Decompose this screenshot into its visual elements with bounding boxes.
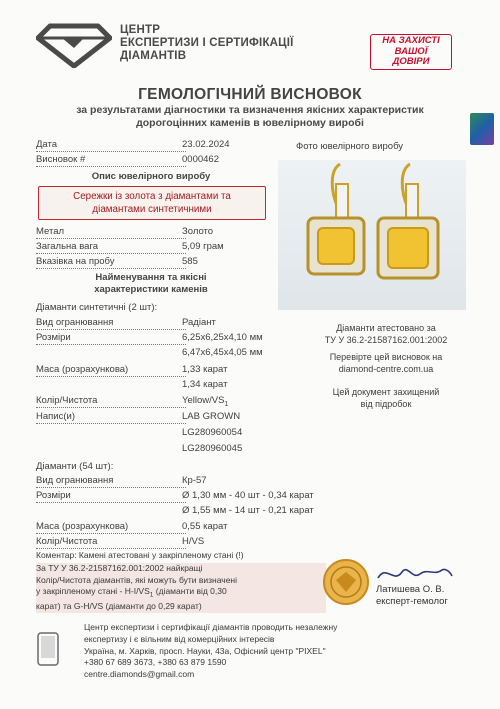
footer-line1: Центр експертизи і сертифікації діамантів проводить незалежну <box>84 622 338 632</box>
mobile-phone-icon <box>36 632 60 666</box>
verify-note <box>296 351 476 375</box>
diamonds-color-label: Колір/Чистота <box>36 536 186 549</box>
synthetic-mass-label: Маса (розрахункова) <box>36 364 186 377</box>
synthetic-color-sub: 1 <box>224 400 229 408</box>
stamp-line2: ВАШОЇ <box>394 45 428 57</box>
stamp-line1: НА ЗАХИСТІ <box>382 35 440 46</box>
weight-label: Загальна вага <box>36 241 186 254</box>
synthetic-mass-value2: 1,34 карат <box>182 379 228 390</box>
signature-icon <box>372 562 456 586</box>
synthetic-color-value <box>182 395 228 408</box>
synthetic-heading: Діаманти синтетичні (2 шт): <box>36 302 158 313</box>
footer-phones: +380 67 689 3673, +380 63 879 1590 <box>84 657 227 668</box>
standard-note-line2: ТУ У 36.2-21587162.001:2002 <box>324 335 448 345</box>
warning-line3-tail: (діаманти від 0,30 <box>153 586 227 596</box>
synthetic-inscription-value3: LG280960045 <box>182 443 243 454</box>
trust-stamp <box>370 34 452 70</box>
document-subtitle <box>0 104 500 130</box>
diamonds-mass-label: Маса (розрахункова) <box>36 521 186 534</box>
item-description-line1: Сережки із золота з діамантами та <box>73 191 231 202</box>
diamonds-cut-value: Кр-57 <box>182 475 207 486</box>
org-name <box>120 24 294 63</box>
item-description-line2: діамантами синтетичними <box>92 204 212 215</box>
protection-note <box>296 386 476 410</box>
footer-line2: експертизу і є вільним від комерційних інтересів <box>84 633 275 644</box>
synthetic-color-text: Yellow/VS <box>182 395 225 406</box>
earrings-photo <box>278 160 466 310</box>
warning-line1: За ТУ У 36.2-21587162.001:2002 найкращі <box>36 563 203 573</box>
stones-header-line2: характеристики каменів <box>94 284 208 295</box>
footer-email[interactable]: centre.diamonds@gmail.com <box>84 669 195 680</box>
diamonds-mass-value: 0,55 карат <box>182 521 228 532</box>
seal-icon <box>322 558 370 606</box>
number-value: 0000462 <box>182 154 219 165</box>
footer-address: Україна, м. Харків, просп. Науки, 43а, Офісний центр "PIXEL" <box>84 645 326 656</box>
diamond-logo-icon <box>36 22 112 68</box>
standard-note-line1: Діаманти атестовано за <box>336 323 436 333</box>
item-description-header: Опис ювелірного виробу <box>91 171 211 182</box>
protection-note-line2: від підробок <box>360 399 412 409</box>
warning-line3-text: у закріпленому стані - H-I/VS <box>36 586 150 596</box>
synthetic-inscription-label: Напис(и) <box>36 411 186 424</box>
expert-role: експерт-гемолог <box>376 596 448 607</box>
date-label: Дата <box>36 139 186 152</box>
org-line2: ЕКСПЕРТИЗИ І СЕРТИФІКАЦІЇ <box>120 37 294 49</box>
stones-header-line1: Найменування та якісні <box>95 272 207 283</box>
warning-block <box>36 563 326 613</box>
subtitle-line2: дорогоцінних каменів в ювелірному виробі <box>136 117 364 129</box>
standard-note <box>296 322 476 346</box>
diamonds-size-label: Розміри <box>36 490 186 503</box>
org-line3: ДІАМАНТІВ <box>120 50 187 62</box>
diamonds-size-value1: Ø 1,30 мм - 40 шт - 0,34 карат <box>182 490 314 501</box>
protection-note-line1: Цей документ захищений <box>332 387 440 397</box>
comment-text: Коментар: Камені атестовані у закріпленому стані (!) <box>36 550 244 560</box>
synthetic-size-value2: 6,47x6,45x4,05 мм <box>182 347 263 358</box>
metal-value: Золото <box>182 226 214 237</box>
number-label: Висновок # <box>36 154 186 167</box>
verify-url[interactable]: diamond-centre.com.ua <box>338 364 434 374</box>
warning-line3 <box>36 586 326 601</box>
footer-info <box>84 622 404 681</box>
warning-line4: карат) та G-H/VS (діаманти до 0,29 карат) <box>36 601 202 612</box>
diamonds-size-value2: Ø 1,55 мм - 14 шт - 0,21 карат <box>182 505 314 516</box>
purity-value: 585 <box>182 256 198 267</box>
weight-value: 5,09 грам <box>182 241 224 252</box>
warning-line3-sub: 1 <box>149 591 154 599</box>
synthetic-cut-label: Вид огранювання <box>36 317 186 330</box>
earrings-drawing <box>278 160 466 310</box>
purity-label: Вказівка на пробу <box>36 256 186 269</box>
metal-label: Метал <box>36 226 186 239</box>
stones-header <box>36 272 266 296</box>
date-value: 23.02.2024 <box>182 139 230 150</box>
photo-label: Фото ювелірного виробу <box>296 141 404 152</box>
synthetic-size-value1: 6,25x6,25x4,10 мм <box>182 332 263 343</box>
synthetic-color-label: Колір/Чистота <box>36 395 186 408</box>
warning-line2: Колір/Чистота діамантів, які можуть бути визначені <box>36 574 238 585</box>
item-description-box <box>38 186 266 220</box>
expert-name: Латишева О. В. <box>376 584 445 595</box>
synthetic-cut-value: Радіант <box>182 317 216 328</box>
diamonds-color-value: H/VS <box>182 536 205 547</box>
diamonds-heading: Діаманти (54 шт): <box>36 461 114 472</box>
subtitle-line1: за результатами діагностики та визначення якісних характеристик <box>76 104 424 116</box>
synthetic-inscription-value2: LG280960054 <box>182 427 243 438</box>
hologram-icon <box>470 113 494 145</box>
document-title: ГЕМОЛОГІЧНИЙ ВИСНОВОК <box>138 86 362 103</box>
org-line1: ЦЕНТР <box>120 24 161 36</box>
verify-note-line1: Перевірте цей висновок на <box>329 352 443 362</box>
diamonds-cut-label: Вид огранювання <box>36 475 186 488</box>
synthetic-inscription-value1: LAB GROWN <box>182 411 241 422</box>
synthetic-size-label: Розміри <box>36 332 186 345</box>
stamp-line3: ДОВІРИ <box>392 56 430 67</box>
synthetic-mass-value1: 1,33 карат <box>182 364 228 375</box>
